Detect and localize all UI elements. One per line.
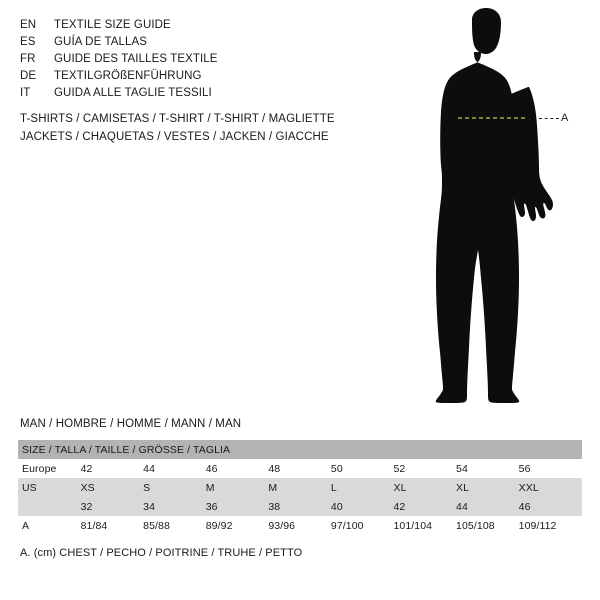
table-cell: 38: [268, 497, 331, 516]
table-row: [18, 516, 582, 535]
row-label: [18, 497, 81, 516]
male-figure-illustration: [415, 8, 590, 403]
table-cell: XXL: [519, 478, 582, 497]
table-cell: XS: [81, 478, 144, 497]
table-cell: S: [143, 478, 206, 497]
language-code: ES: [20, 36, 36, 48]
table-cell: 46: [519, 497, 582, 516]
table-cell: 81/84: [81, 516, 144, 535]
table-cell: 54: [456, 459, 519, 478]
table-cell: 89/92: [206, 516, 269, 535]
garment-category-list: [20, 110, 420, 146]
language-code: IT: [20, 87, 31, 99]
table-cell: 40: [331, 497, 394, 516]
table-cell: M: [268, 478, 331, 497]
table-cell: 32: [81, 497, 144, 516]
table-cell: 36: [206, 497, 269, 516]
language-code: FR: [20, 53, 36, 65]
table-cell: 42: [81, 459, 144, 478]
size-table: [18, 440, 582, 535]
language-text: GUIDE DES TAILLES TEXTILE: [54, 53, 218, 65]
language-row: [20, 85, 380, 102]
table-cell: XL: [393, 478, 456, 497]
table-cell: 97/100: [331, 516, 394, 535]
table-cell: 93/96: [268, 516, 331, 535]
table-cell: 85/88: [143, 516, 206, 535]
language-row: [20, 17, 380, 34]
table-cell: 48: [268, 459, 331, 478]
language-text: GUÍA DE TALLAS: [54, 36, 148, 48]
row-label: US: [18, 478, 81, 497]
language-code: DE: [20, 70, 37, 82]
language-row: [20, 51, 380, 68]
table-cell: 34: [143, 497, 206, 516]
language-text: TEXTILE SIZE GUIDE: [54, 19, 171, 31]
table-cell: 42: [393, 497, 456, 516]
chest-marker-label: A: [561, 112, 569, 124]
table-cell: 46: [206, 459, 269, 478]
table-cell: 50: [331, 459, 394, 478]
table-title: MAN / HOMBRE / HOMME / MANN / MAN: [20, 418, 242, 430]
row-label: Europe: [18, 459, 81, 478]
body-silhouette-icon: [415, 8, 590, 403]
language-row: [20, 68, 380, 85]
garment-category: T-SHIRTS / CAMISETAS / T-SHIRT / T-SHIRT / MAGLIETTE: [20, 113, 335, 125]
table-cell: 44: [456, 497, 519, 516]
table-cell: M: [206, 478, 269, 497]
table-row: [18, 478, 582, 497]
table-cell: XL: [456, 478, 519, 497]
table-cell: 52: [393, 459, 456, 478]
language-row: [20, 34, 380, 51]
language-list: [20, 17, 380, 102]
footnote: A. (cm) CHEST / PECHO / POITRINE / TRUHE / PETTO: [20, 547, 303, 559]
table-cell: 44: [143, 459, 206, 478]
table-cell: 105/108: [456, 516, 519, 535]
row-label: A: [18, 516, 81, 535]
table-cell: 109/112: [519, 516, 582, 535]
table-cell: 101/104: [393, 516, 456, 535]
table-row: [18, 497, 582, 516]
language-code: EN: [20, 19, 37, 31]
chest-marker-leader: [539, 118, 559, 120]
garment-category: JACKETS / CHAQUETAS / VESTES / JACKEN / GIACCHE: [20, 131, 329, 143]
language-text: GUIDA ALLE TAGLIE TESSILI: [54, 87, 212, 99]
table-header-row: [18, 440, 582, 459]
language-text: TEXTILGRÖßENFÜHRUNG: [54, 70, 202, 82]
table-header-label: SIZE / TALLA / TAILLE / GRÖSSE / TAGLIA: [18, 440, 582, 459]
table-row: [18, 459, 582, 478]
table-cell: L: [331, 478, 394, 497]
table-cell: 56: [519, 459, 582, 478]
